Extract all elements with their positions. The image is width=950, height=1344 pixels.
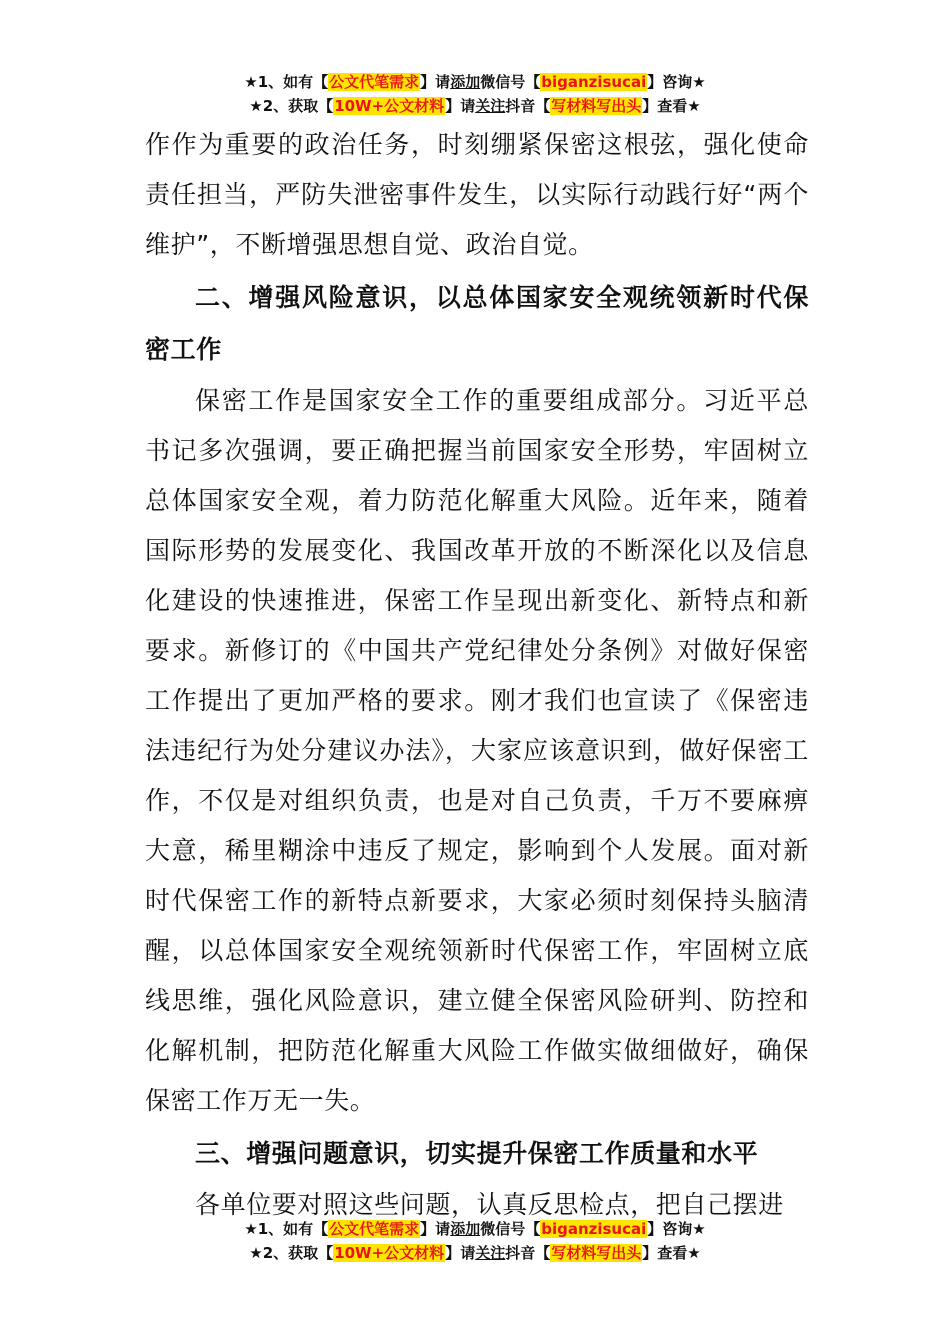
- douyin-account-highlight: 写材料写出头: [551, 1244, 642, 1262]
- promo-text: 微信号【: [480, 1220, 541, 1238]
- promo-banner-top: [0, 70, 950, 118]
- promo-text: ★2、获取【: [249, 97, 334, 115]
- promo-highlight: 公文代笔需求: [329, 73, 420, 91]
- section-heading-3: 三、增强问题意识，切实提升保密工作质量和水平: [195, 1139, 759, 1168]
- promo-text: 微信号【: [480, 73, 541, 91]
- douyin-account-highlight: 写材料写出头: [551, 97, 642, 115]
- promo-underline: 关注: [475, 97, 506, 115]
- promo-text: 】请: [420, 73, 451, 91]
- promo-line-2: [0, 1241, 950, 1265]
- promo-text: 】请: [420, 1220, 451, 1238]
- promo-line-2: [0, 94, 950, 118]
- wechat-id-highlight: biganzisucai: [541, 1220, 647, 1238]
- section-heading-2: 二、增强风险意识，以总体国家安全观统领新时代保密工作: [145, 283, 809, 364]
- promo-highlight: 10W+公文材料: [334, 1244, 445, 1262]
- promo-text: ★1、如有【: [244, 1220, 329, 1238]
- promo-underline: 添加: [450, 1220, 481, 1238]
- promo-text: 】咨询★: [647, 73, 706, 91]
- promo-text: 】请: [445, 97, 476, 115]
- promo-text: 抖音【: [505, 1244, 551, 1262]
- promo-line-1: [0, 1217, 950, 1241]
- promo-underline: 添加: [450, 73, 481, 91]
- promo-text: ★2、获取【: [249, 1244, 334, 1262]
- promo-text: 】查看★: [642, 1244, 701, 1262]
- promo-text: 】咨询★: [647, 1220, 706, 1238]
- paragraph-3: 各单位要对照这些问题，认真反思检点，把自己摆进: [195, 1190, 784, 1219]
- paragraph-2: 保密工作是国家安全工作的重要组成部分。习近平总书记多次强调，要正确把握当前国家安全形势，牢固树立总体国家安全观，着力防范化解重大风险。近年来，随着国际形势的发展变化、我国改革开放的不断深化以及信息化建设的快速推进，保密工作呈现出新变化、新特点和新要求。新修订的《中国共产党纪律处分条例》对做好保密工作提出了更加严格的要求。刚才我们也宣读了《保密违法违纪行为处分建议办法》，大家应该意识到，做好保密工作，不仅是对组织负责，也是对自己负责，千万不要麻痹大意，稀里糊涂中违反了规定，影响到个人发展。面对新时代保密工作的新特点新要求，大家必须时刻保持头脑清醒，以总体国家安全观统领新时代保密工作，牢固树立底线思维，强化风险意识，建立健全保密风险研判、防控和化解机制，把防范化解重大风险工作做实做细做好，确保保密工作万无一失。: [145, 386, 809, 1115]
- promo-text: ★1、如有【: [244, 73, 329, 91]
- promo-highlight: 公文代笔需求: [329, 1220, 420, 1238]
- promo-text: 】查看★: [642, 97, 701, 115]
- promo-line-1: [0, 70, 950, 94]
- promo-underline: 关注: [475, 1244, 506, 1262]
- promo-text: 】请: [445, 1244, 476, 1262]
- promo-text: 抖音【: [505, 97, 551, 115]
- promo-banner-bottom: [0, 1217, 950, 1265]
- document-body: [145, 120, 809, 1230]
- promo-highlight: 10W+公文材料: [334, 97, 445, 115]
- wechat-id-highlight: biganzisucai: [541, 73, 647, 91]
- paragraph-continued: 作作为重要的政治任务，时刻绷紧保密这根弦，强化使命责任担当，严防失泄密事件发生，以实际行动践行好“两个维护”，不断增强思想自觉、政治自觉。: [145, 130, 809, 259]
